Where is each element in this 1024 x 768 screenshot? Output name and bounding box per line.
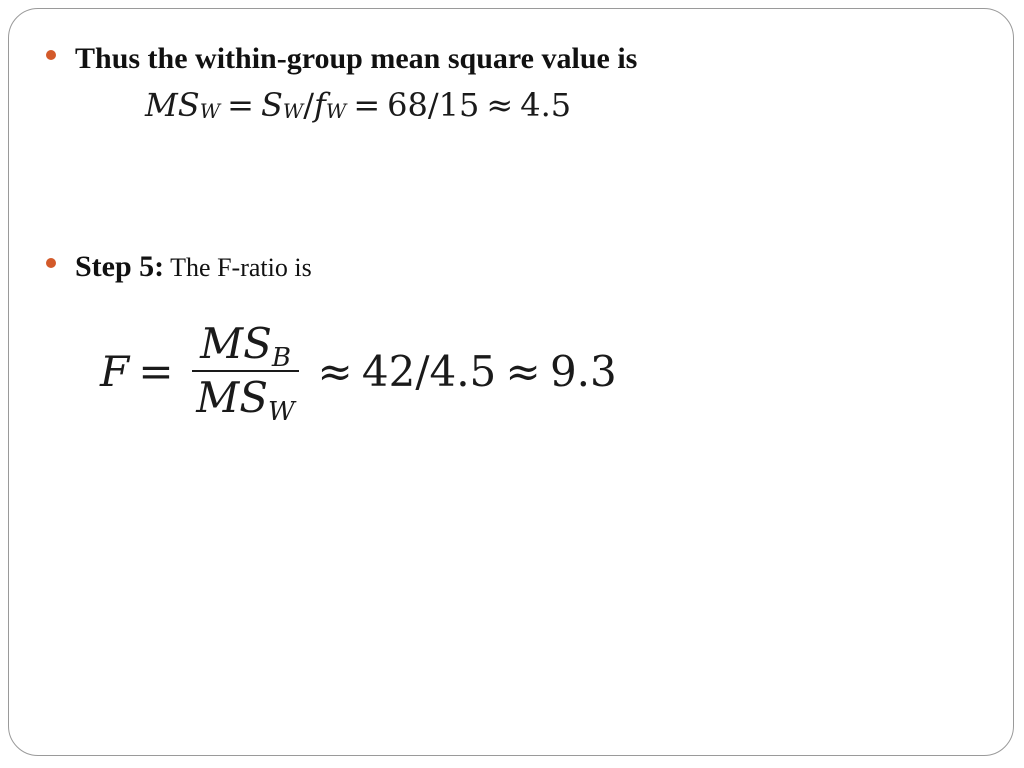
equation-ms-within xyxy=(145,86,571,124)
eq1-approx: ≈ xyxy=(486,86,514,124)
eq2-denominator-ms: MS xyxy=(196,373,269,423)
eq1-equals: = xyxy=(227,86,254,124)
step-text: The F-ratio is xyxy=(170,253,312,282)
eq2-f: F xyxy=(100,346,130,396)
eq2-result: 9.3 xyxy=(549,346,617,396)
eq2-denominator xyxy=(192,373,299,428)
eq1-equals-2: = xyxy=(353,86,381,124)
bullet-step-5 xyxy=(46,250,312,284)
eq2-approx-1: ≈ xyxy=(317,346,353,396)
eq2-middle: 42/4.5 xyxy=(361,346,497,396)
step-label: Step 5: xyxy=(75,250,165,283)
eq2-numerator xyxy=(196,319,295,374)
eq1-s-subscript: W xyxy=(282,99,304,123)
equation-f-ratio xyxy=(100,319,617,428)
eq2-fraction xyxy=(192,319,299,428)
eq2-numerator-ms: MS xyxy=(200,319,272,368)
eq1-ms-subscript: W xyxy=(199,99,221,123)
eq1-slash: / xyxy=(303,86,315,124)
eq1-f: f xyxy=(314,86,326,124)
eq2-numerator-subscript: B xyxy=(271,343,291,374)
eq1-f-subscript: W xyxy=(325,99,347,123)
eq1-s: S xyxy=(260,86,283,124)
eq1-ms: MS xyxy=(145,86,200,124)
bullet-dot-icon xyxy=(46,50,56,60)
bullet-text: Thus the within-group mean square value is xyxy=(75,42,638,75)
eq1-result: 4.5 xyxy=(520,86,572,124)
eq2-approx-2: ≈ xyxy=(505,346,541,396)
eq1-fraction: 68/15 xyxy=(387,86,480,124)
eq2-denominator-subscript: W xyxy=(268,397,295,428)
bullet-within-group xyxy=(46,42,637,76)
bullet-dot-icon xyxy=(46,258,56,268)
eq2-equals: = xyxy=(138,346,174,396)
